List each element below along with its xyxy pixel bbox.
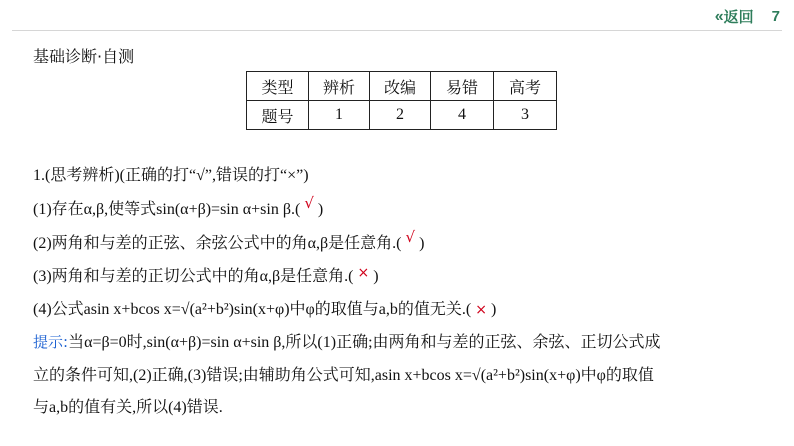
page-number: 7 [771, 8, 780, 25]
table-cell: 1 [309, 101, 370, 130]
back-label: 返回 [723, 9, 754, 26]
table-cell: 改编 [370, 72, 431, 101]
question-text: (4)公式asin x+bcos x=√(a²+b²)sin(x+φ)中φ的取值与a,b的值无关.( [33, 301, 472, 318]
cross-mark: × [475, 302, 487, 318]
question-item [33, 263, 379, 286]
hint-text: 当α=β=0时,sin(α+β)=sin α+sin β,所以(1)正确;由两角和与差的正弦、余弦、正切公式成 [68, 334, 661, 351]
hint-label: 提示: [33, 333, 69, 351]
question-text: (3)两角和与差的正切公式中的角α,β是任意角.( [33, 268, 354, 285]
table-cell: 辨析 [309, 72, 370, 101]
table-cell: 2 [370, 101, 431, 130]
question-text: (2)两角和与差的正弦、余弦公式中的角α,β是任意角.( [33, 235, 402, 252]
table-cell: 高考 [494, 72, 557, 101]
paren-close: ) [419, 235, 425, 252]
hint-line-3: 与a,b的值有关,所以(4)错误. [33, 399, 223, 416]
table-cell: 题号 [247, 101, 309, 130]
paren-close: ) [317, 201, 324, 218]
question-item [33, 230, 424, 253]
table-cell: 3 [494, 101, 557, 130]
back-button[interactable] [715, 6, 754, 27]
question-title: 1.(思考辨析)(正确的打“√”,错误的打“×”) [33, 167, 309, 184]
hint-line-1 [33, 329, 661, 352]
paren-close: ) [490, 301, 497, 318]
table-header-row [247, 72, 557, 101]
check-mark: √ [405, 228, 416, 246]
diagnosis-table [246, 71, 557, 130]
check-mark: √ [304, 194, 314, 212]
section-heading: 基础诊断·自测 [33, 47, 135, 66]
question-item [33, 196, 323, 219]
question-text: (1)存在α,β,使等式sin(α+β)=sin α+sin β.( [33, 201, 301, 218]
table-cell: 4 [431, 101, 494, 130]
paren-close: ) [373, 268, 379, 285]
question-item [33, 296, 496, 319]
hint-line-2: 立的条件可知,(2)正确,(3)错误;由辅助角公式可知,asin x+bcos x=√(a²+b²)sin(x+φ)中φ的取值 [33, 367, 654, 384]
table-row [247, 101, 557, 130]
table-cell: 易错 [431, 72, 494, 101]
top-nav [715, 6, 780, 27]
header-divider [12, 30, 782, 31]
double-chevron-left-icon: « [714, 7, 722, 25]
cross-mark: × [357, 265, 370, 281]
table-cell: 类型 [247, 72, 309, 101]
